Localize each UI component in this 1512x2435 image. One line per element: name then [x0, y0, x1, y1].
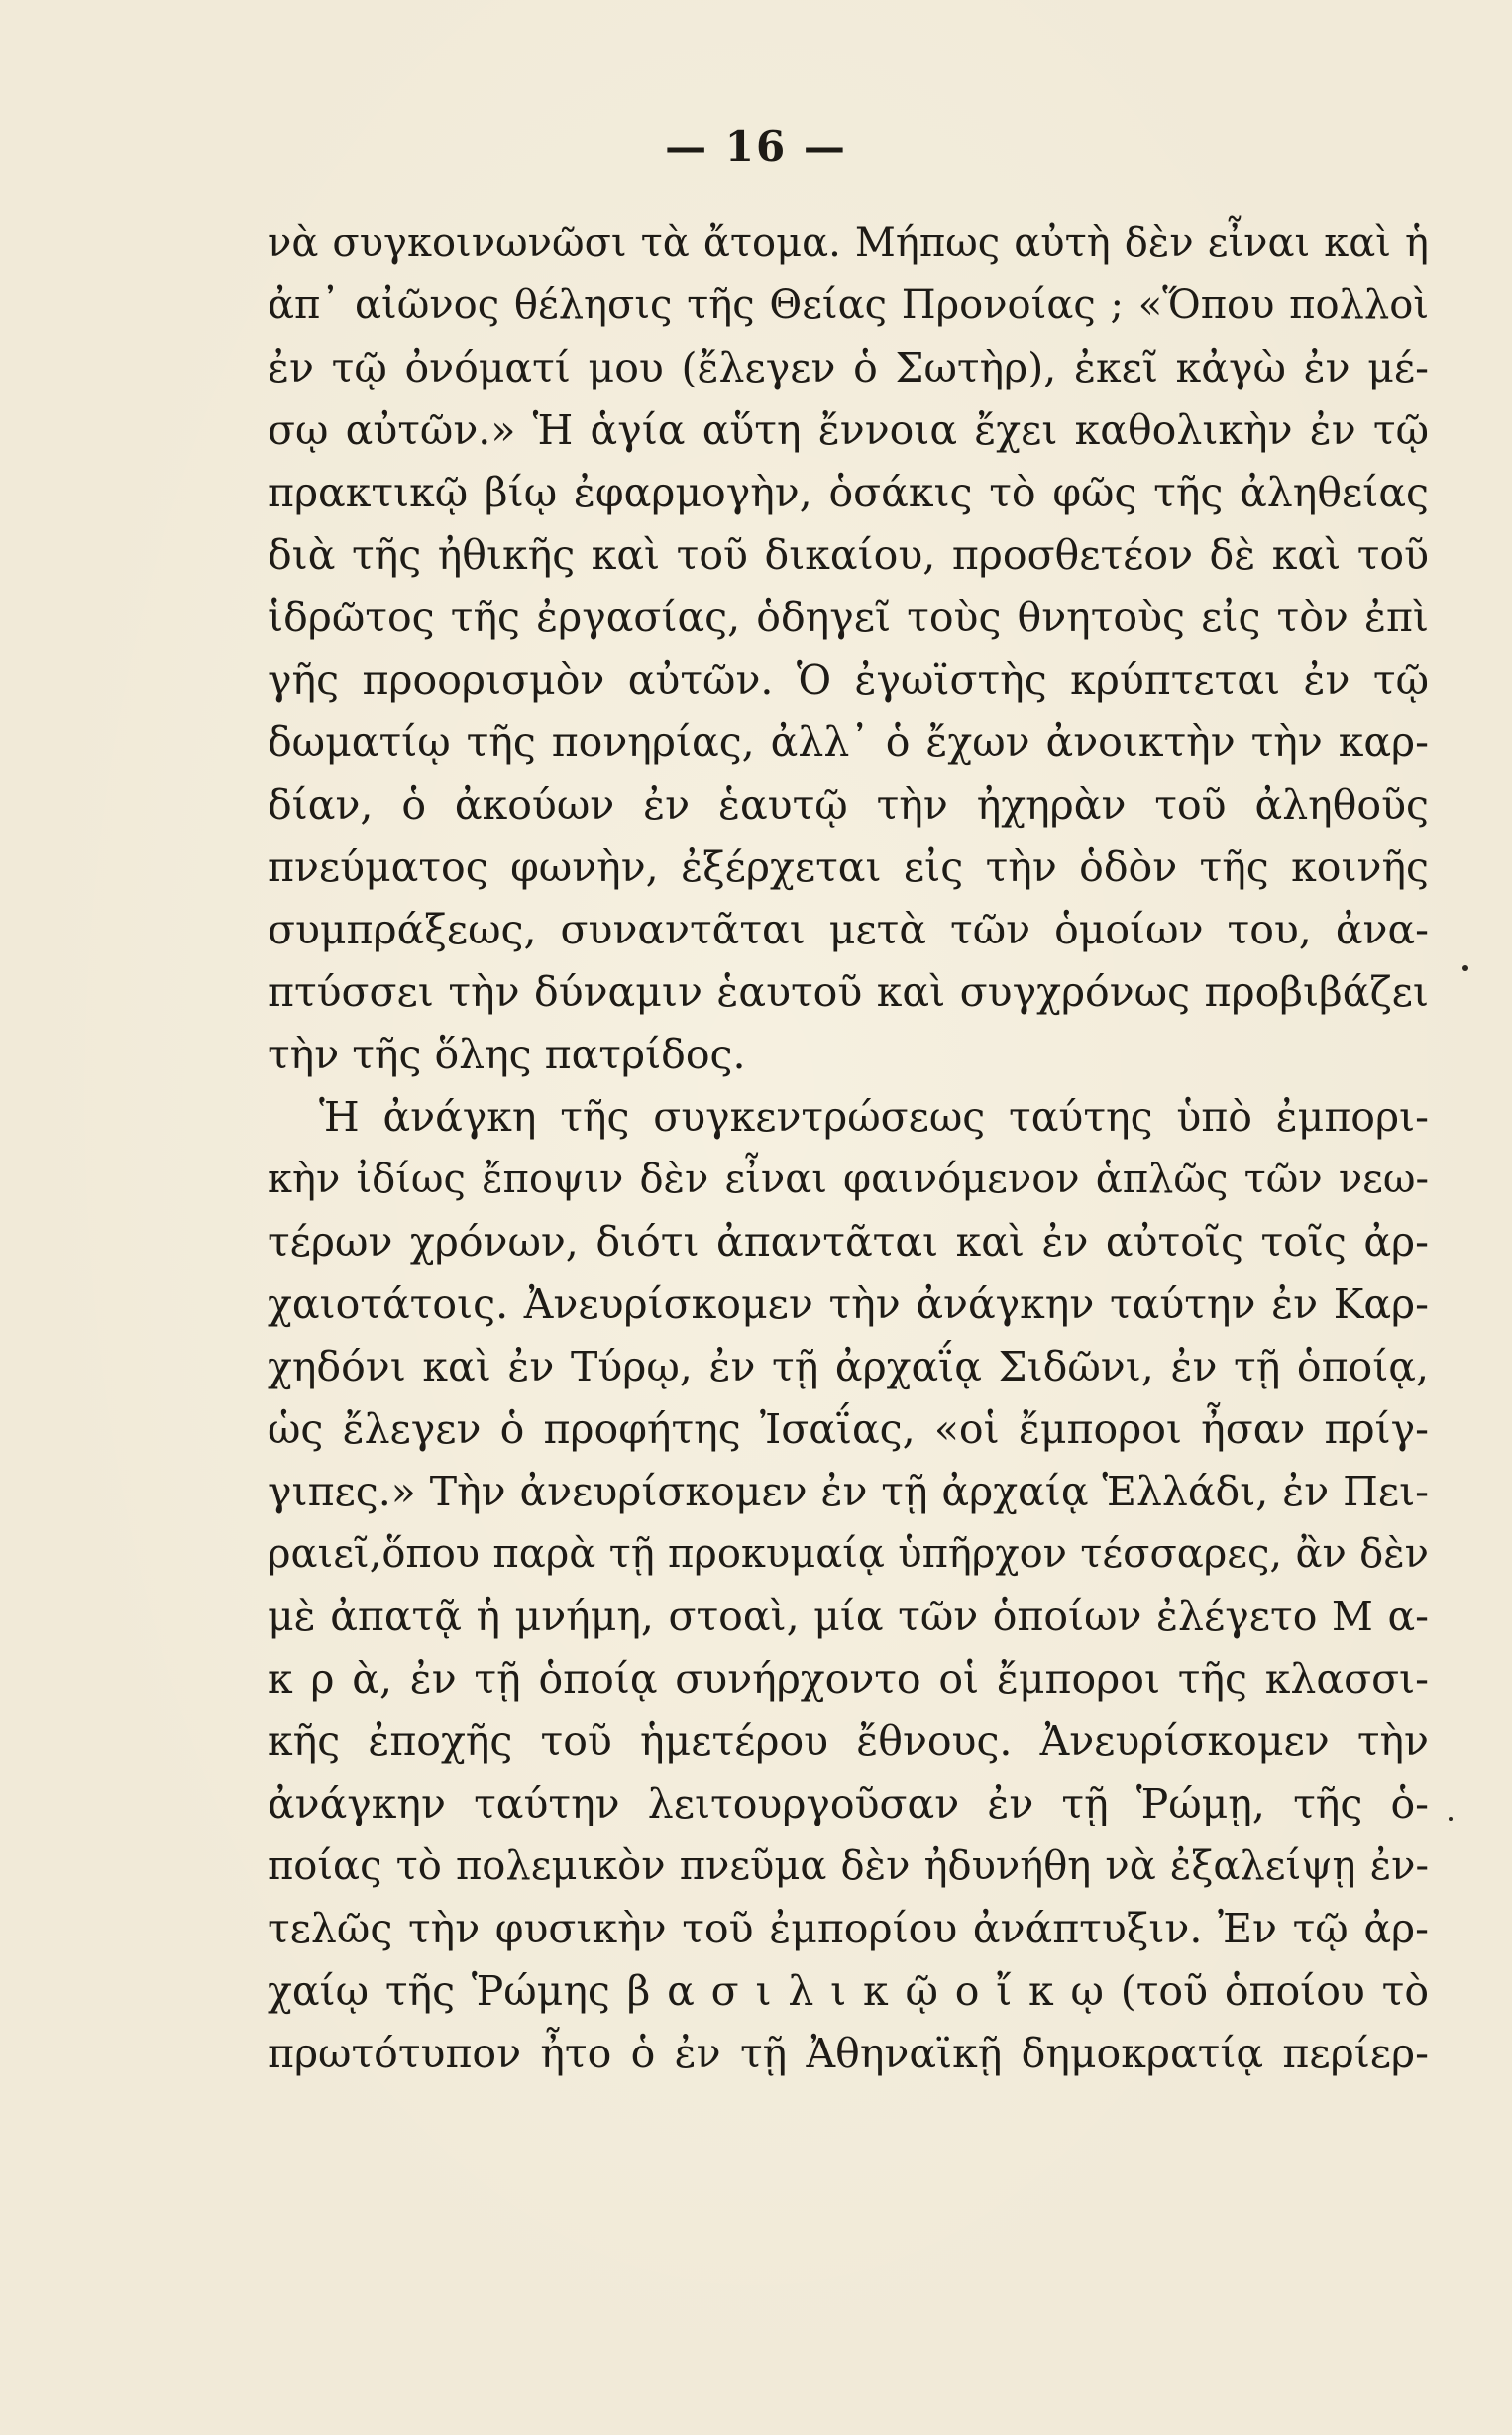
text-line: δίαν, ὁ ἀκούων ἐν ἑαυτῷ τὴν ἠχηρὰν τοῦ ἀληθοῦς: [268, 781, 1429, 829]
text-line: ἱδρῶτος τῆς ἐργασίας, ὁδηγεῖ τοὺς θνητοὺς εἰς τὸν ἐπὶ: [268, 594, 1429, 641]
text-line: πνεύματος φωνὴν, ἐξέρχεται εἰς τὴν ὁδὸν τῆς κοινῆς: [268, 843, 1429, 891]
text-line: κῆς ἐποχῆς τοῦ ἡμετέρου ἔθνους. Ἀνευρίσκομεν τὴν: [268, 1717, 1429, 1765]
text-line: ἐν τῷ ὀνόματί μου (ἔλεγεν ὁ Σωτὴρ), ἐκεῖ κἀγὼ ἐν μέ-: [268, 344, 1429, 391]
text-line: σῳ αὐτῶν.» Ἡ ἁγία αὕτη ἔννοια ἔχει καθολικὴν ἐν τῷ: [268, 406, 1429, 454]
text-line: ἀνάγκην ταύτην λειτουργοῦσαν ἐν τῇ Ῥώμῃ, τῆς ὁ-: [268, 1780, 1429, 1827]
text-line: συμπράξεως, συναντᾶται μετὰ τῶν ὁμοίων του, ἀνα-: [268, 906, 1429, 953]
text-line: γιπες.» Τὴν ἀνευρίσκομεν ἐν τῇ ἀρχαίᾳ Ἑλλάδι, ἐν Πει-: [268, 1468, 1429, 1515]
text-line: χαίῳ τῆς Ῥώμης β α σ ι λ ι κ ῷ ο ἴ κ ῳ (τοῦ ὁποίου τὸ: [268, 1967, 1429, 2015]
text-line: πρακτικῷ βίῳ ἐφαρμογὴν, ὁσάκις τὸ φῶς τῆς ἀληθείας: [268, 469, 1429, 516]
page-number: — 16 —: [665, 122, 847, 170]
text-line: τελῶς τὴν φυσικὴν τοῦ ἐμπορίου ἀνάπτυξιν. Ἐν τῷ ἀρ-: [268, 1905, 1429, 1952]
ink-speck: [1449, 1817, 1453, 1821]
text-line: κ ρ ὰ, ἐν τῇ ὁποίᾳ συνήρχοντο οἱ ἔμποροι τῆς κλασσι-: [268, 1655, 1429, 1703]
text-line: πρωτότυπον ἦτο ὁ ἐν τῇ Ἀθηναϊκῇ δημοκρατίᾳ περίερ-: [268, 2030, 1429, 2077]
text-line: διὰ τῆς ἠθικῆς καὶ τοῦ δικαίου, προσθετέον δὲ καὶ τοῦ: [268, 531, 1429, 579]
text-line: πτύσσει τὴν δύναμιν ἑαυτοῦ καὶ συγχρόνως προβιβάζει: [268, 968, 1429, 1016]
text-line-paragraph-end: τὴν τῆς ὅλης πατρίδος.: [268, 1031, 746, 1078]
text-line: ραιεῖ,ὅπου παρὰ τῇ προκυμαίᾳ ὑπῆρχον τέσσαρες, ἂν δὲν: [268, 1531, 1429, 1577]
text-line: νὰ συγκοινωνῶσι τὰ ἄτομα. Μήπως αὐτὴ δὲν εἶναι καὶ ἡ: [268, 220, 1429, 266]
text-line: γῆς προορισμὸν αὐτῶν. Ὁ ἐγωϊστὴς κρύπτεται ἐν τῷ: [268, 656, 1429, 704]
text-line: ὡς ἔλεγεν ὁ προφήτης Ἰσαΐας, «οἱ ἔμποροι ἦσαν πρίγ-: [268, 1405, 1429, 1453]
text-line: κὴν ἰδίως ἔποψιν δὲν εἶναι φαινόμενον ἁπλῶς τῶν νεω-: [268, 1157, 1429, 1202]
text-line: χηδόνι καὶ ἐν Τύρῳ, ἐν τῇ ἀρχαΐᾳ Σιδῶνι, ἐν τῇ ὁποίᾳ,: [268, 1343, 1429, 1390]
text-line: χαιοτάτοις. Ἀνευρίσκομεν τὴν ἀνάγκην ταύτην ἐν Καρ-: [268, 1280, 1429, 1328]
ink-speck: [1462, 965, 1468, 971]
text-line: ἀπ᾽ αἰῶνος θέλησις τῆς Θείας Προνοίας ; «Ὅπου πολλοὶ: [268, 282, 1429, 328]
text-line-paragraph-start: Ἡ ἀνάγκη τῆς συγκεντρώσεως ταύτης ὑπὸ ἐμπορι-: [319, 1093, 1429, 1141]
text-line: τέρων χρόνων, διότι ἀπαντᾶται καὶ ἐν αὐτοῖς τοῖς ἀρ-: [268, 1218, 1429, 1266]
text-line: ποίας τὸ πολεμικὸν πνεῦμα δὲν ἠδυνήθη νὰ ἐξαλείψῃ ἐν-: [268, 1843, 1429, 1889]
text-line: μὲ ἀπατᾷ ἡ μνήμη, στοαὶ, μία τῶν ὁποίων ἐλέγετο Μ α-: [268, 1593, 1429, 1640]
body-text: [268, 212, 1429, 2085]
text-line: δωματίῳ τῆς πονηρίας, ἀλλ᾽ ὁ ἔχων ἀνοικτὴν τὴν καρ-: [268, 719, 1429, 766]
